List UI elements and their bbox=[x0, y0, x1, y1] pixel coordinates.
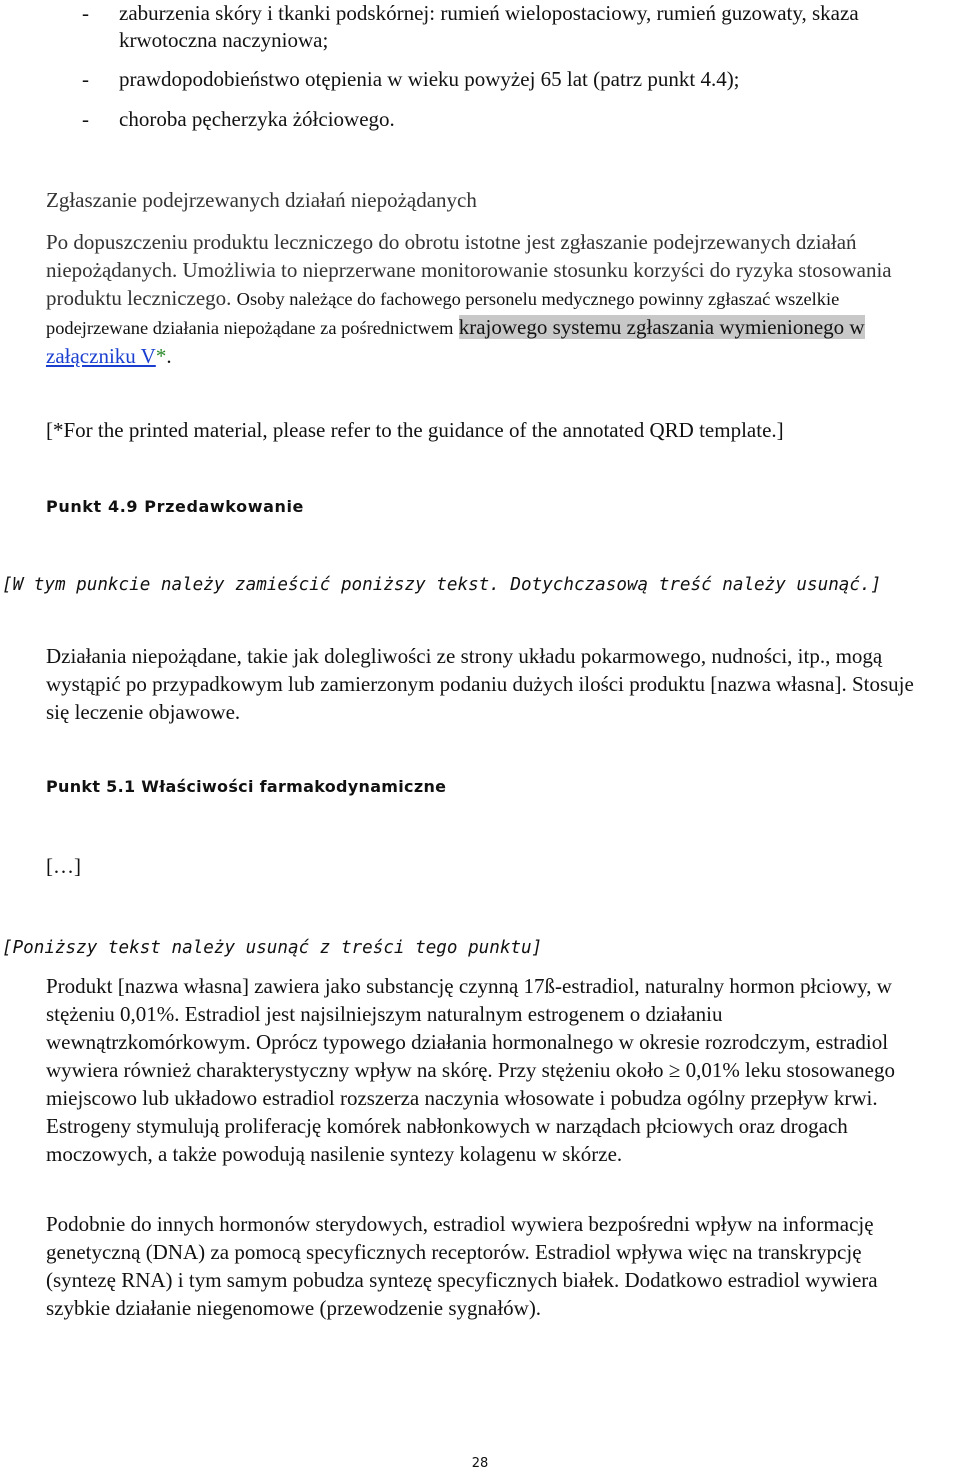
bullet-dash: - bbox=[82, 1, 89, 25]
bullet-item: choroba pęcherzyka żółciowego. bbox=[119, 107, 395, 131]
highlighted-text: krajowego systemu zgłaszania wymienionego w bbox=[458, 315, 865, 339]
appendix-v-link[interactable]: załączniku V bbox=[46, 344, 156, 368]
footnote-star: * bbox=[155, 344, 167, 368]
page-number: 28 bbox=[471, 1456, 489, 1471]
bullet-item: prawdopodobieństwo otępienia w wieku powyżej 65 lat (patrz punkt 4.4); bbox=[119, 67, 740, 91]
ellipsis-marker: […] bbox=[46, 854, 81, 878]
section-4-9-instruction: [W tym punkcie należy zamieścić poniższy tekst. Dotychczasową treść należy usunąć.] bbox=[2, 575, 882, 595]
reporting-text-c: Osoby należące do fachowego personelu medycznego powinny zgłaszać wszelkie podejrzewane działania niepożądane za pośrednictwem bbox=[46, 289, 840, 338]
heading-rest: 1 Właściwości farmakodynamiczne bbox=[123, 777, 447, 796]
bullet-dash: - bbox=[82, 67, 89, 91]
reporting-heading: Zgłaszanie podejrzewanych działań niepożądanych bbox=[46, 188, 477, 212]
reporting-text-a: Po dopuszczeniu produktu leczniczego do obrotu istotne jest zgłaszanie podejrzewanych działań niepożądanych. bbox=[46, 230, 857, 282]
bullet-item: zaburzenia skóry i tkanki podskórnej: rumień wielopostaciowy, rumień guzowaty, skaza krwotoczna naczyniowa; bbox=[119, 1, 859, 52]
section-5-1-instruction: [Poniższy tekst należy usunąć z treści tego punktu] bbox=[2, 938, 543, 958]
section-4-9-body: Działania niepożądane, takie jak dolegliwości ze strony układu pokarmowego, nudności, itp., mogą wystąpić po przypadkowym lub zamierzonym podaniu dużych ilości produktu [nazwa własna]. Stosuje się leczenie objawowe. bbox=[46, 644, 914, 724]
section-heading-5-1 bbox=[46, 777, 446, 796]
reporting-text-b: Umożliwia to nieprzerwane monitorowanie stosunku korzyści do ryzyka stosowania produktu leczniczego. bbox=[46, 258, 892, 310]
bullet-dash: - bbox=[82, 107, 89, 131]
reporting-end: . bbox=[166, 344, 172, 368]
section-5-1-paragraph-1: Produkt [nazwa własna] zawiera jako substancję czynną 17ß-estradiol, naturalny hormon płciowy, w stężeniu 0,01%. Estradiol jest najsilniejszym naturalnym estrogenem o działaniu wewnątrzkomórkowym. Oprócz typowego działania hormonalnego w okresie rozrodczym, estradiol wywiera również charakterystyczny wpływ na skórę. Przy stężeniu około ≥ 0,01% leku stosowanego miejscowo lub układowo estradiol rozszerza naczynia włosowate i pobudza ogólny przepływ krwi. Estrogeny stymulują proliferację komórek nabłonkowych w narządach płciowych oraz drogach moczowych, a także powodują nasilenie syntezy kolagenu w skórze. bbox=[46, 974, 895, 1166]
heading-prefix: Punkt 5. bbox=[46, 777, 124, 796]
section-5-1-paragraph-2: Podobnie do innych hormonów sterydowych, estradiol wywiera bezpośredni wpływ na informację genetyczną (DNA) za pomocą specyficznych receptorów. Estradiol wpływa więc na transkrypcję (syntezę RNA) i tym samym pobudza syntezę specyficznych białek. Dodatkowo estradiol wywiera szybkie działanie niegenomowe (przewodzenie sygnałów). bbox=[46, 1212, 878, 1320]
printed-material-note: [*For the printed material, please refer to the guidance of the annotated QRD template.] bbox=[46, 418, 784, 442]
heading-prefix: Punkt 4. bbox=[46, 497, 127, 516]
heading-rest: 9 Przedawkowanie bbox=[126, 497, 305, 516]
reporting-paragraph bbox=[46, 228, 926, 370]
section-heading-4-9 bbox=[46, 497, 304, 516]
